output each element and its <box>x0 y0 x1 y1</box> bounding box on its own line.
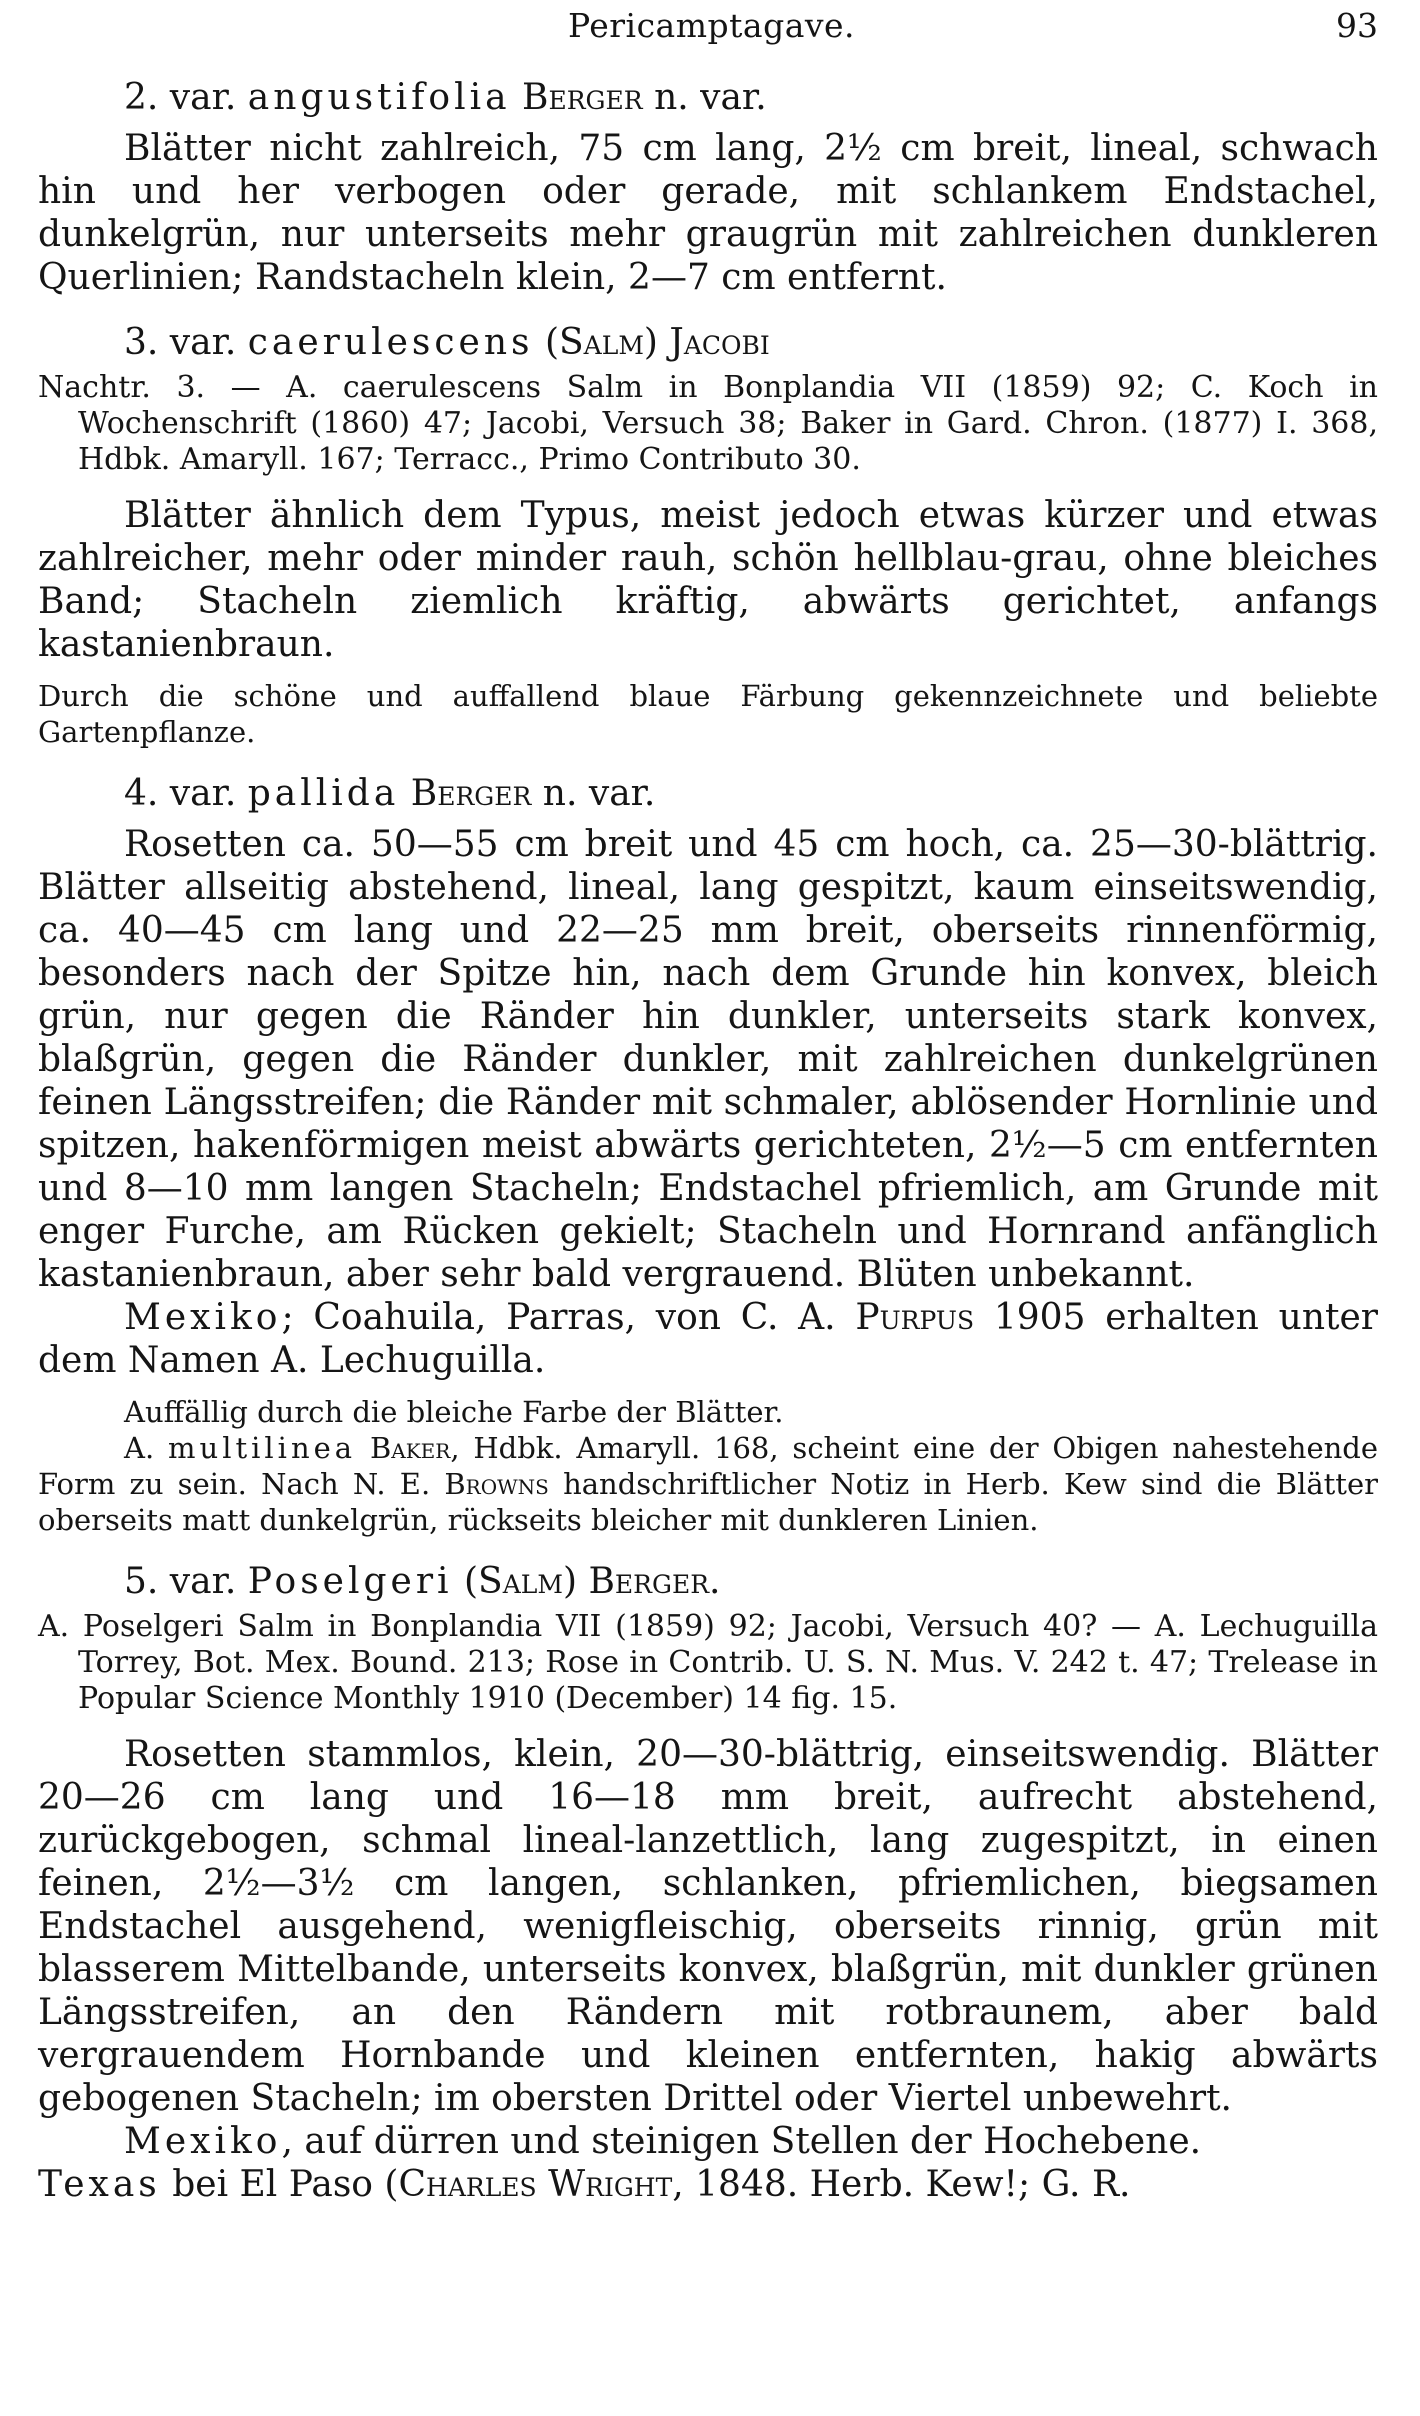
author-name: Baker <box>369 1431 451 1465</box>
variety-suffix: n. var. <box>654 77 767 118</box>
running-title: Pericamptagave. <box>568 6 856 45</box>
variety-number: 2. var. <box>124 77 237 118</box>
variety-number: 5. var. <box>124 1561 237 1602</box>
locality-paragraph <box>38 1296 1378 1382</box>
note-text: A. <box>124 1431 155 1465</box>
species-name: multilinea <box>168 1431 357 1465</box>
running-header <box>38 0 1378 62</box>
locality-country: Mexiko <box>124 2121 282 2162</box>
description-paragraph: Rosetten ca. 50—55 cm breit und 45 cm hoch, ca. 25—30-blättrig. Blätter allseitig abstehend, lineal, lang gespitzt, kaum einseitswendig, ca. 40—45 cm lang und 22—25 mm breit, oberseits rinnenförmig, besonders nach der Spitze hin, nach dem Grunde hin konvex, bleich grün, nur gegen die Ränder hin dunkler, unterseits stark konvex, blaßgrün, gegen die Ränder dunkler, mit zahlreichen dunkelgrünen feinen Längsstreifen; die Ränder mit schmaler, ablösender Hornlinie und spitzen, hakenförmigen meist abwärts gerichteten, 2½—5 cm entfernten und 8—10 mm langen Stacheln; Endstachel pfriemlich, am Grunde mit enger Furche, am Rücken gekielt; Stacheln und Hornrand anfänglich kastanienbraun, aber sehr bald vergrauend. Blüten unbekannt. <box>38 824 1378 1295</box>
variety-name: caerulescens <box>247 322 534 363</box>
variety-number: 4. var. <box>124 773 237 814</box>
locality-text: ; Coahuila, Parras, von C. A. <box>281 1297 836 1338</box>
locality-text: , auf dürren und steinigen Stellen der Hochebene. <box>281 2121 1202 2162</box>
note-text: handschriftlicher Notiz in Herb. Kew sind die Blätter oberseits matt dunkelgrün, rückseits bleicher mit dunkleren Linien. <box>38 1467 1378 1537</box>
variety-heading-angustifolia <box>38 76 1378 119</box>
description-paragraph: Blätter nicht zahlreich, 75 cm lang, 2½ cm breit, lineal, schwach hin und her verbogen oder gerade, mit schlankem Endstachel, dunkelgrün, nur unterseits mehr graugrün mit zahlreichen dunkleren Querlinien; Randstacheln klein, 2—7 cm entfernt. <box>38 128 1378 298</box>
variety-name: pallida <box>247 773 400 814</box>
note-paragraph: Auffällig durch die bleiche Farbe der Blätter. <box>124 1395 784 1429</box>
variety-heading-pallida <box>38 772 1378 815</box>
variety-author: (Salm) Jacobi <box>544 322 770 363</box>
variety-name: angustifolia <box>247 77 511 118</box>
locality-paragraph <box>38 2120 1378 2163</box>
locality-text: , 1848. Herb. Kew!; G. R. <box>672 2164 1131 2205</box>
note-paragraph: Durch die schöne und auffallend blaue Färbung gekennzeichnete und beliebte Gartenpflanze. <box>38 679 1378 749</box>
variety-heading-poselgeri <box>38 1560 1378 1603</box>
note-text: , Hdbk. Amaryll. 168, scheint eine der Obigen nahestehende Form zu sein. Nach N. E. <box>38 1431 1379 1501</box>
variety-heading-caerulescens <box>38 321 1378 364</box>
note-paragraph <box>38 1430 1378 1538</box>
description-paragraph: Rosetten stammlos, klein, 20—30-blättrig, einseitswendig. Blätter 20—26 cm lang und 16—18 mm breit, aufrecht abstehend, zurückgebogen, schmal lineal-lanzettlich, lang zugespitzt, in einen feinen, 2½—3½ cm langen, schlanken, pfriemlichen, biegsamen Endstachel ausgehend, wenigfleischig, oberseits rinnig, grün mit blasserem Mittelbande, unterseits konvex, blaßgrün, mit dunkler grünen Längsstreifen, an den Rändern mit rotbraunem, aber bald vergrauendem Hornbande und kleinen entfernten, hakig abwärts gebogenen Stacheln; im obersten Drittel oder Viertel unbewehrt. <box>38 1734 1378 2119</box>
locality-region: Texas <box>38 2164 161 2205</box>
citation-block: A. Poselgeri Salm in Bonplandia VII (1859) 92; Jacobi, Versuch 40? — A. Lechuguilla Torrey, Bot. Mex. Bound. 213; Rose in Contrib. U. S. N. Mus. V. 242 t. 47; Trelease in Popular Science Monthly 1910 (December) 14 fig. 15. <box>38 1609 1378 1716</box>
locality-text: bei El Paso ( <box>172 2164 399 2205</box>
variety-author: Berger <box>522 77 643 118</box>
locality-text: 1905 erhalten unter dem Namen A. Lechuguilla. <box>38 1297 1378 1381</box>
variety-number: 3. var. <box>124 322 237 363</box>
locality-paragraph <box>38 2163 1378 2206</box>
variety-author: Berger <box>410 773 532 814</box>
variety-name: Poselgeri <box>247 1561 453 1602</box>
variety-suffix: n. var. <box>542 773 656 814</box>
description-paragraph: Blätter ähnlich dem Typus, meist jedoch etwas kürzer und etwas zahlreicher, mehr oder minder rauh, schön hellblau-grau, ohne bleiches Band; Stacheln ziemlich kräftig, abwärts gerichtet, anfangs kastanienbraun. <box>38 495 1378 665</box>
collector-name: Charles Wright <box>398 2164 673 2205</box>
author-name: Browns <box>444 1467 549 1501</box>
citation-block: Nachtr. 3. — A. caerulescens Salm in Bonplandia VII (1859) 92; C. Koch in Wochenschrift (1860) 47; Jacobi, Versuch 38; Baker in Gard. Chron. (1877) I. 368, Hdbk. Amaryll. 167; Terracc., Primo Contributo 30. <box>38 370 1378 477</box>
locality-country: Mexiko <box>124 1297 282 1338</box>
variety-author: (Salm) Berger. <box>464 1561 721 1602</box>
page-number: 93 <box>1336 6 1378 45</box>
page <box>38 0 1378 2206</box>
collector-name: Purpus <box>855 1297 975 1338</box>
